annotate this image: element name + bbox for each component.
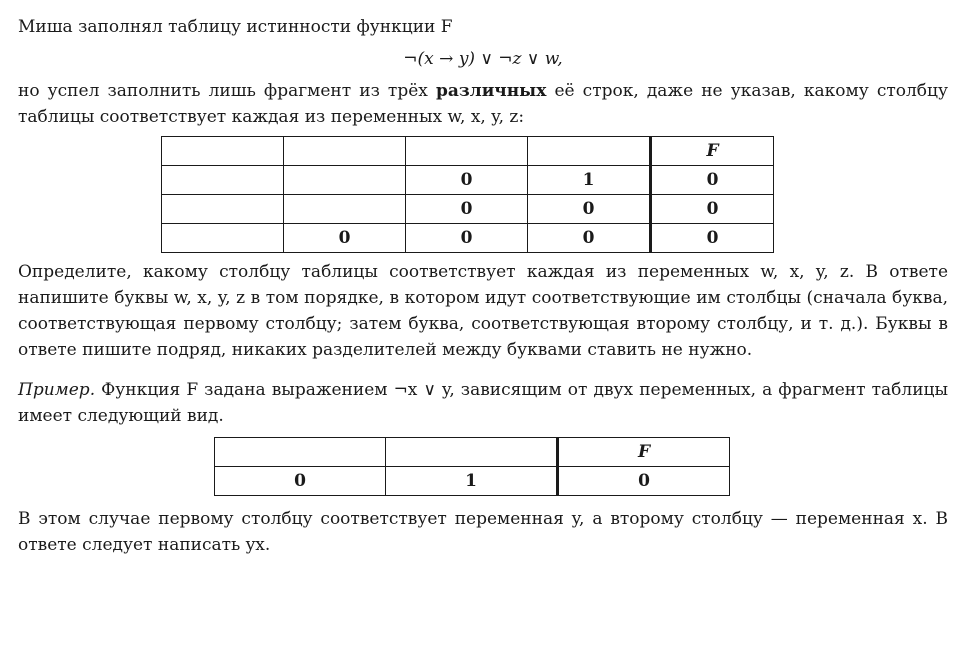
table-cell: 0 <box>406 224 528 253</box>
table-cell-f: 0 <box>651 224 774 253</box>
table-row <box>162 195 774 224</box>
conclusion-paragraph <box>18 506 948 558</box>
table-cell-f: 0 <box>651 195 774 224</box>
example-table <box>214 437 730 496</box>
task-paragraph <box>18 259 948 363</box>
table-header-f: F <box>558 438 730 467</box>
table-cell <box>162 224 284 253</box>
intro-continuation-pre: но успел заполнить лишь фрагмент из трёх <box>18 81 436 101</box>
table-cell: 1 <box>528 166 651 195</box>
table-cell: 1 <box>386 467 558 496</box>
formula-text: ¬(x → y) ∨ ¬z ∨ w, <box>403 49 563 69</box>
truth-table-fragment <box>161 136 774 253</box>
intro-line <box>18 14 948 40</box>
table-cell <box>162 166 284 195</box>
table-cell: 0 <box>528 195 651 224</box>
table-cell: 0 <box>215 467 386 496</box>
example-paragraph <box>18 377 948 429</box>
example-label: Пример. <box>18 380 96 400</box>
table-cell <box>284 166 406 195</box>
table-row <box>162 224 774 253</box>
table-cell-f: 0 <box>651 166 774 195</box>
table-cell: 0 <box>406 166 528 195</box>
table-cell: 0 <box>528 224 651 253</box>
table-header-cell <box>406 137 528 166</box>
spacer <box>18 363 948 377</box>
table-header-cell <box>215 438 386 467</box>
document-page <box>18 14 948 558</box>
table-header-cell <box>284 137 406 166</box>
intro-text: Миша заполнял таблицу истинности функции F <box>18 17 453 37</box>
formula <box>18 46 948 72</box>
intro-continuation-post: её строк, даже не указав, какому столбцу таблицы соответствует каждая из переменных w, x, y, z: <box>18 81 948 127</box>
intro-bold-word: различных <box>435 81 547 101</box>
conclusion-text: В этом случае первому столбцу соответствует переменная y, а второму столбцу — переменная x. В ответе следует написать yx. <box>18 509 948 555</box>
table-header-cell <box>162 137 284 166</box>
table-row <box>215 467 730 496</box>
table-cell <box>284 195 406 224</box>
table-header-row <box>215 438 730 467</box>
task-text: Определите, какому столбцу таблицы соответствует каждая из переменных w, x, y, z. В ответе напишите буквы w, x, y, z в том порядке, в котором идут соответствующие им столбцы (сначала буква, соответствующая первому столбцу; затем буква, соответствующая второму столбцу, и т. д.). Буквы в ответе пишите подряд, никаких разделителей между буквами ставить не нужно. <box>18 262 948 360</box>
table-header-row <box>162 137 774 166</box>
example-text: Функция F задана выражением ¬x ∨ y, зависящим от двух переменных, а фрагмент таблицы имеет следующий вид. <box>18 380 948 426</box>
intro-continuation <box>18 78 948 130</box>
table-cell <box>162 195 284 224</box>
table-cell: 0 <box>406 195 528 224</box>
table-header-f: F <box>651 137 774 166</box>
table-cell-f: 0 <box>558 467 730 496</box>
table-header-cell <box>386 438 558 467</box>
table-cell: 0 <box>284 224 406 253</box>
table-header-cell <box>528 137 651 166</box>
table-row <box>162 166 774 195</box>
